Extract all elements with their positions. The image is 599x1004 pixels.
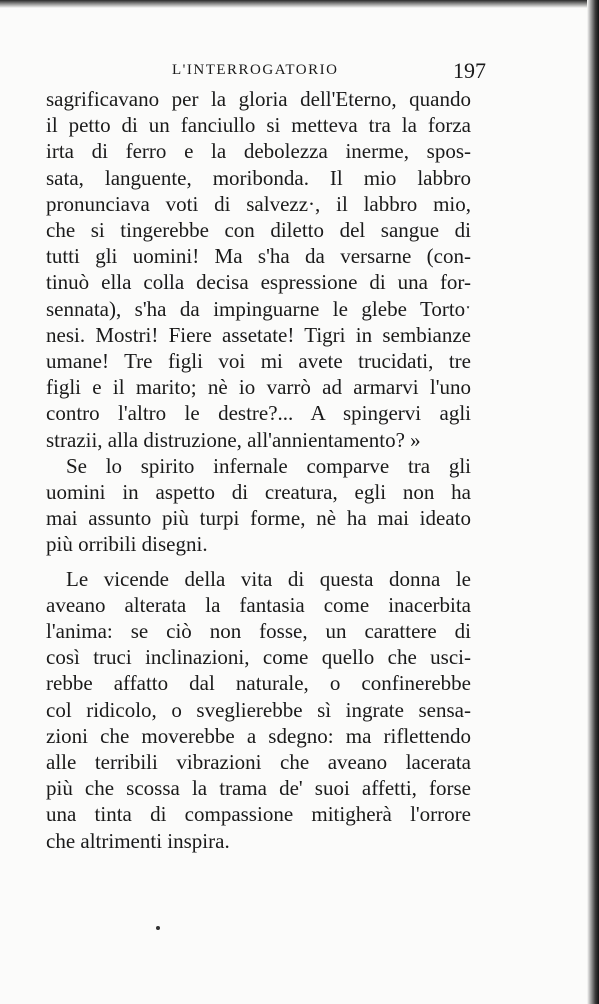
text-line: il petto di un fanciullo si metteva tra la forza: [46, 113, 471, 138]
text-line: alle terribili vibrazioni che aveano lacerata: [46, 750, 471, 775]
paragraph-2: [46, 453, 471, 558]
text-line: uomini in aspetto di creatura, egli non ha: [46, 480, 471, 505]
text-line: così truci inclinazioni, come quello che usci-: [46, 645, 471, 670]
text-line: irta di ferro e la debolezza inerme, spos-: [46, 139, 471, 164]
page-binding-shadow: [587, 0, 599, 1004]
text-line: una tinta di compassione mitigherà l'orrore: [46, 802, 471, 827]
text-line: aveano alterata la fantasia come inacerbita: [46, 592, 471, 617]
text-line: sagrificavano per la gloria dell'Eterno, quando: [46, 87, 471, 111]
paragraph-gap: [46, 558, 471, 566]
text-line: strazii, alla distruzione, all'annientamento? »: [46, 427, 421, 452]
body-text: [46, 86, 471, 854]
text-line: contro l'altro le destre?... A spingervi agli: [46, 401, 471, 426]
text-line: più orribili disegni.: [46, 532, 208, 557]
text-line: che altrimenti inspira.: [46, 828, 230, 853]
page-number: 197: [453, 58, 486, 83]
text-line: nesi. Mostri! Fiere assetate! Tigri in sembianze: [46, 322, 471, 347]
text-line: zioni che moverebbe a sdegno: ma riflettendo: [46, 723, 471, 748]
text-line: che si tingerebbe con diletto del sangue di: [46, 218, 471, 243]
text-line: Se lo spirito infernale comparve tra gli: [66, 453, 471, 478]
page-header: [46, 58, 486, 86]
text-line: tutti gli uomini! Ma s'ha da versarne (con-: [46, 244, 471, 269]
text-line: rebbe affatto dal naturale, o confinerebbe: [46, 671, 471, 696]
text-line: sata, languente, moribonda. Il mio labbro: [46, 165, 471, 190]
text-line: sennata), s'ha da impinguarne le glebe Tortoˑ: [46, 296, 471, 321]
paragraph-3: [46, 566, 471, 854]
text-line: Le vicende della vita di questa donna le: [66, 566, 471, 591]
running-head: L'INTERROGATORIO: [172, 62, 339, 78]
page-top-shadow: [0, 0, 599, 8]
text-line: tinuò ella colla decisa espressione di una for-: [46, 270, 471, 295]
paragraph-1: [46, 86, 471, 453]
text-line: figli e il marito; nè io varrò ad armarvi l'uno: [46, 375, 471, 400]
text-line: più che scossa la trama de' suoi affetti, forse: [46, 776, 471, 801]
ink-speck: [156, 926, 160, 930]
text-line: pronunciava voti di salvezz·, il labbro mio,: [46, 191, 471, 216]
text-line: mai assunto più turpi forme, nè ha mai ideato: [46, 506, 471, 531]
text-line: col ridicolo, o sveglierebbe sì ingrate sensa-: [46, 697, 471, 722]
text-line: umane! Tre figli voi mi avete trucidati, tre: [46, 349, 471, 374]
text-line: l'anima: se ciò non fosse, un carattere di: [46, 619, 471, 644]
